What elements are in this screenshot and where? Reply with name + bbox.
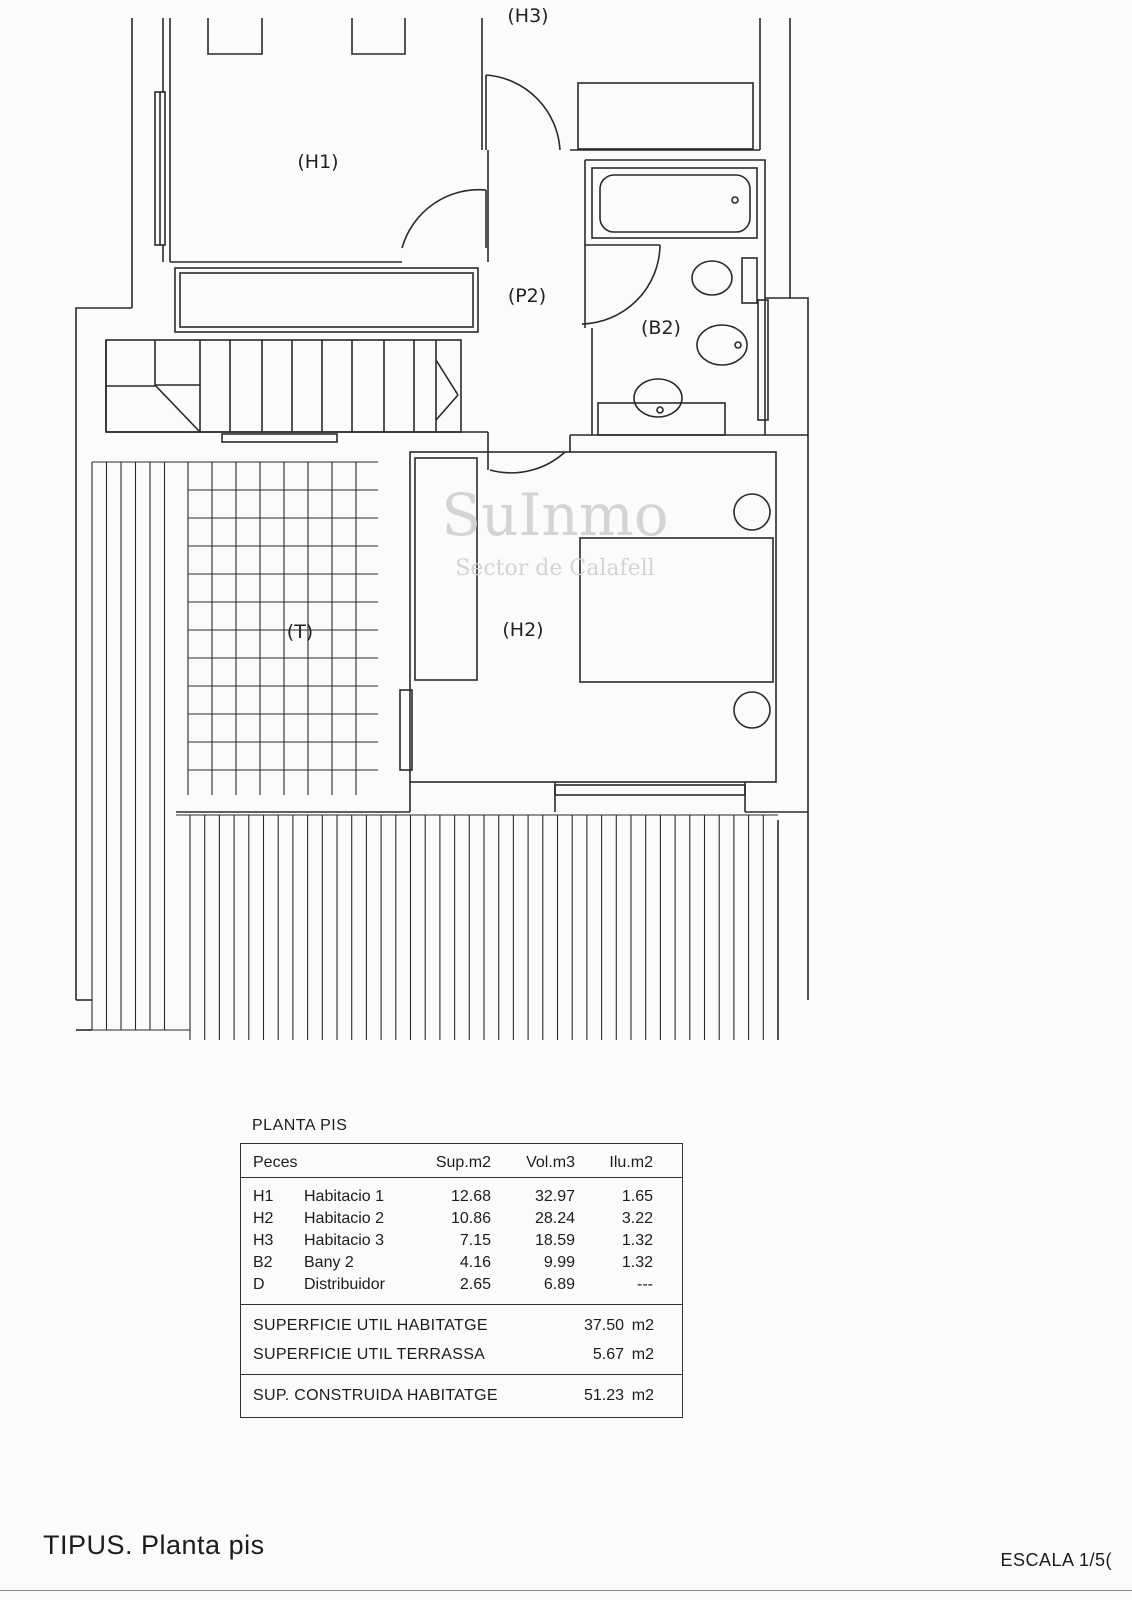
drawing-scale: ESCALA 1/5( <box>1000 1550 1112 1570</box>
label-h3: (H3) <box>507 5 549 27</box>
area-schedule-table <box>240 1143 683 1418</box>
summary-label: SUPERFICIE UTIL TERRASSA <box>253 1346 486 1363</box>
terrace-decking <box>92 462 778 1040</box>
header-sup: Sup.m2 <box>435 1154 491 1171</box>
table-row <box>241 1254 682 1276</box>
label-p2: (P2) <box>507 285 547 307</box>
summary-unit: m2 <box>631 1317 654 1334</box>
row-code: H1 <box>253 1188 274 1205</box>
row-sup: 2.65 <box>459 1276 491 1293</box>
divider <box>241 1374 682 1375</box>
terrace-tiles <box>188 462 378 795</box>
row-name: Bany 2 <box>304 1254 354 1271</box>
drawing-title: TIPUS. Planta pis <box>43 1530 265 1560</box>
row-code: H3 <box>253 1232 274 1249</box>
table-row <box>241 1188 682 1210</box>
row-vol: 32.97 <box>534 1188 575 1205</box>
door-h1 <box>402 75 560 248</box>
table-header <box>241 1154 682 1176</box>
row-vol: 6.89 <box>543 1276 575 1293</box>
summary-label: SUPERFICIE UTIL HABITATGE <box>253 1317 488 1334</box>
divider <box>241 1177 682 1178</box>
row-code: D <box>253 1276 265 1293</box>
row-code: B2 <box>253 1254 273 1271</box>
table-row <box>241 1276 682 1298</box>
row-vol: 9.99 <box>543 1254 575 1271</box>
room-h1 <box>155 18 488 332</box>
row-vol: 18.59 <box>534 1232 575 1249</box>
header-ilu: Ilu.m2 <box>609 1154 653 1171</box>
row-sup: 7.15 <box>459 1232 491 1249</box>
row-code: H2 <box>253 1210 274 1227</box>
summary-value: 37.50 <box>583 1317 624 1334</box>
row-name: Distribuidor <box>304 1276 385 1293</box>
total-label: SUP. CONSTRUIDA HABITATGE <box>253 1387 498 1404</box>
room-b2 <box>570 83 768 435</box>
summary-value: 5.67 <box>592 1346 624 1363</box>
label-h2: (H2) <box>502 619 544 641</box>
divider <box>241 1304 682 1305</box>
total-unit: m2 <box>631 1387 654 1404</box>
row-sup: 12.68 <box>450 1188 491 1205</box>
watermark-logo: SuInmo <box>441 481 669 549</box>
row-vol: 28.24 <box>534 1210 575 1227</box>
summary-unit: m2 <box>631 1346 654 1363</box>
schedule-title: PLANTA PIS <box>252 1117 348 1134</box>
label-b2: (B2) <box>641 317 681 339</box>
row-name: Habitacio 3 <box>304 1232 385 1249</box>
label-h1: (H1) <box>297 151 339 173</box>
watermark-subtitle: Sector de Calafell <box>455 556 655 581</box>
table-row <box>241 1232 682 1254</box>
row-sup: 10.86 <box>450 1210 491 1227</box>
table-row <box>241 1210 682 1232</box>
header-vol: Vol.m3 <box>526 1154 575 1171</box>
total-row <box>241 1387 682 1409</box>
summary-row <box>241 1317 682 1339</box>
row-name: Habitacio 1 <box>304 1188 385 1205</box>
bottom-rule <box>0 1590 1132 1591</box>
row-ilu: 1.32 <box>621 1232 653 1249</box>
row-name: Habitacio 2 <box>304 1210 385 1227</box>
row-sup: 4.16 <box>459 1254 491 1271</box>
stair <box>106 340 488 432</box>
label-t: (T) <box>286 621 314 643</box>
row-ilu: 3.22 <box>621 1210 653 1227</box>
terrace-door <box>222 434 337 442</box>
total-value: 51.23 <box>583 1387 624 1404</box>
row-ilu: 1.32 <box>621 1254 653 1271</box>
header-peces: Peces <box>253 1154 298 1171</box>
row-ilu: --- <box>637 1276 653 1293</box>
summary-row <box>241 1346 682 1368</box>
row-ilu: 1.65 <box>621 1188 653 1205</box>
